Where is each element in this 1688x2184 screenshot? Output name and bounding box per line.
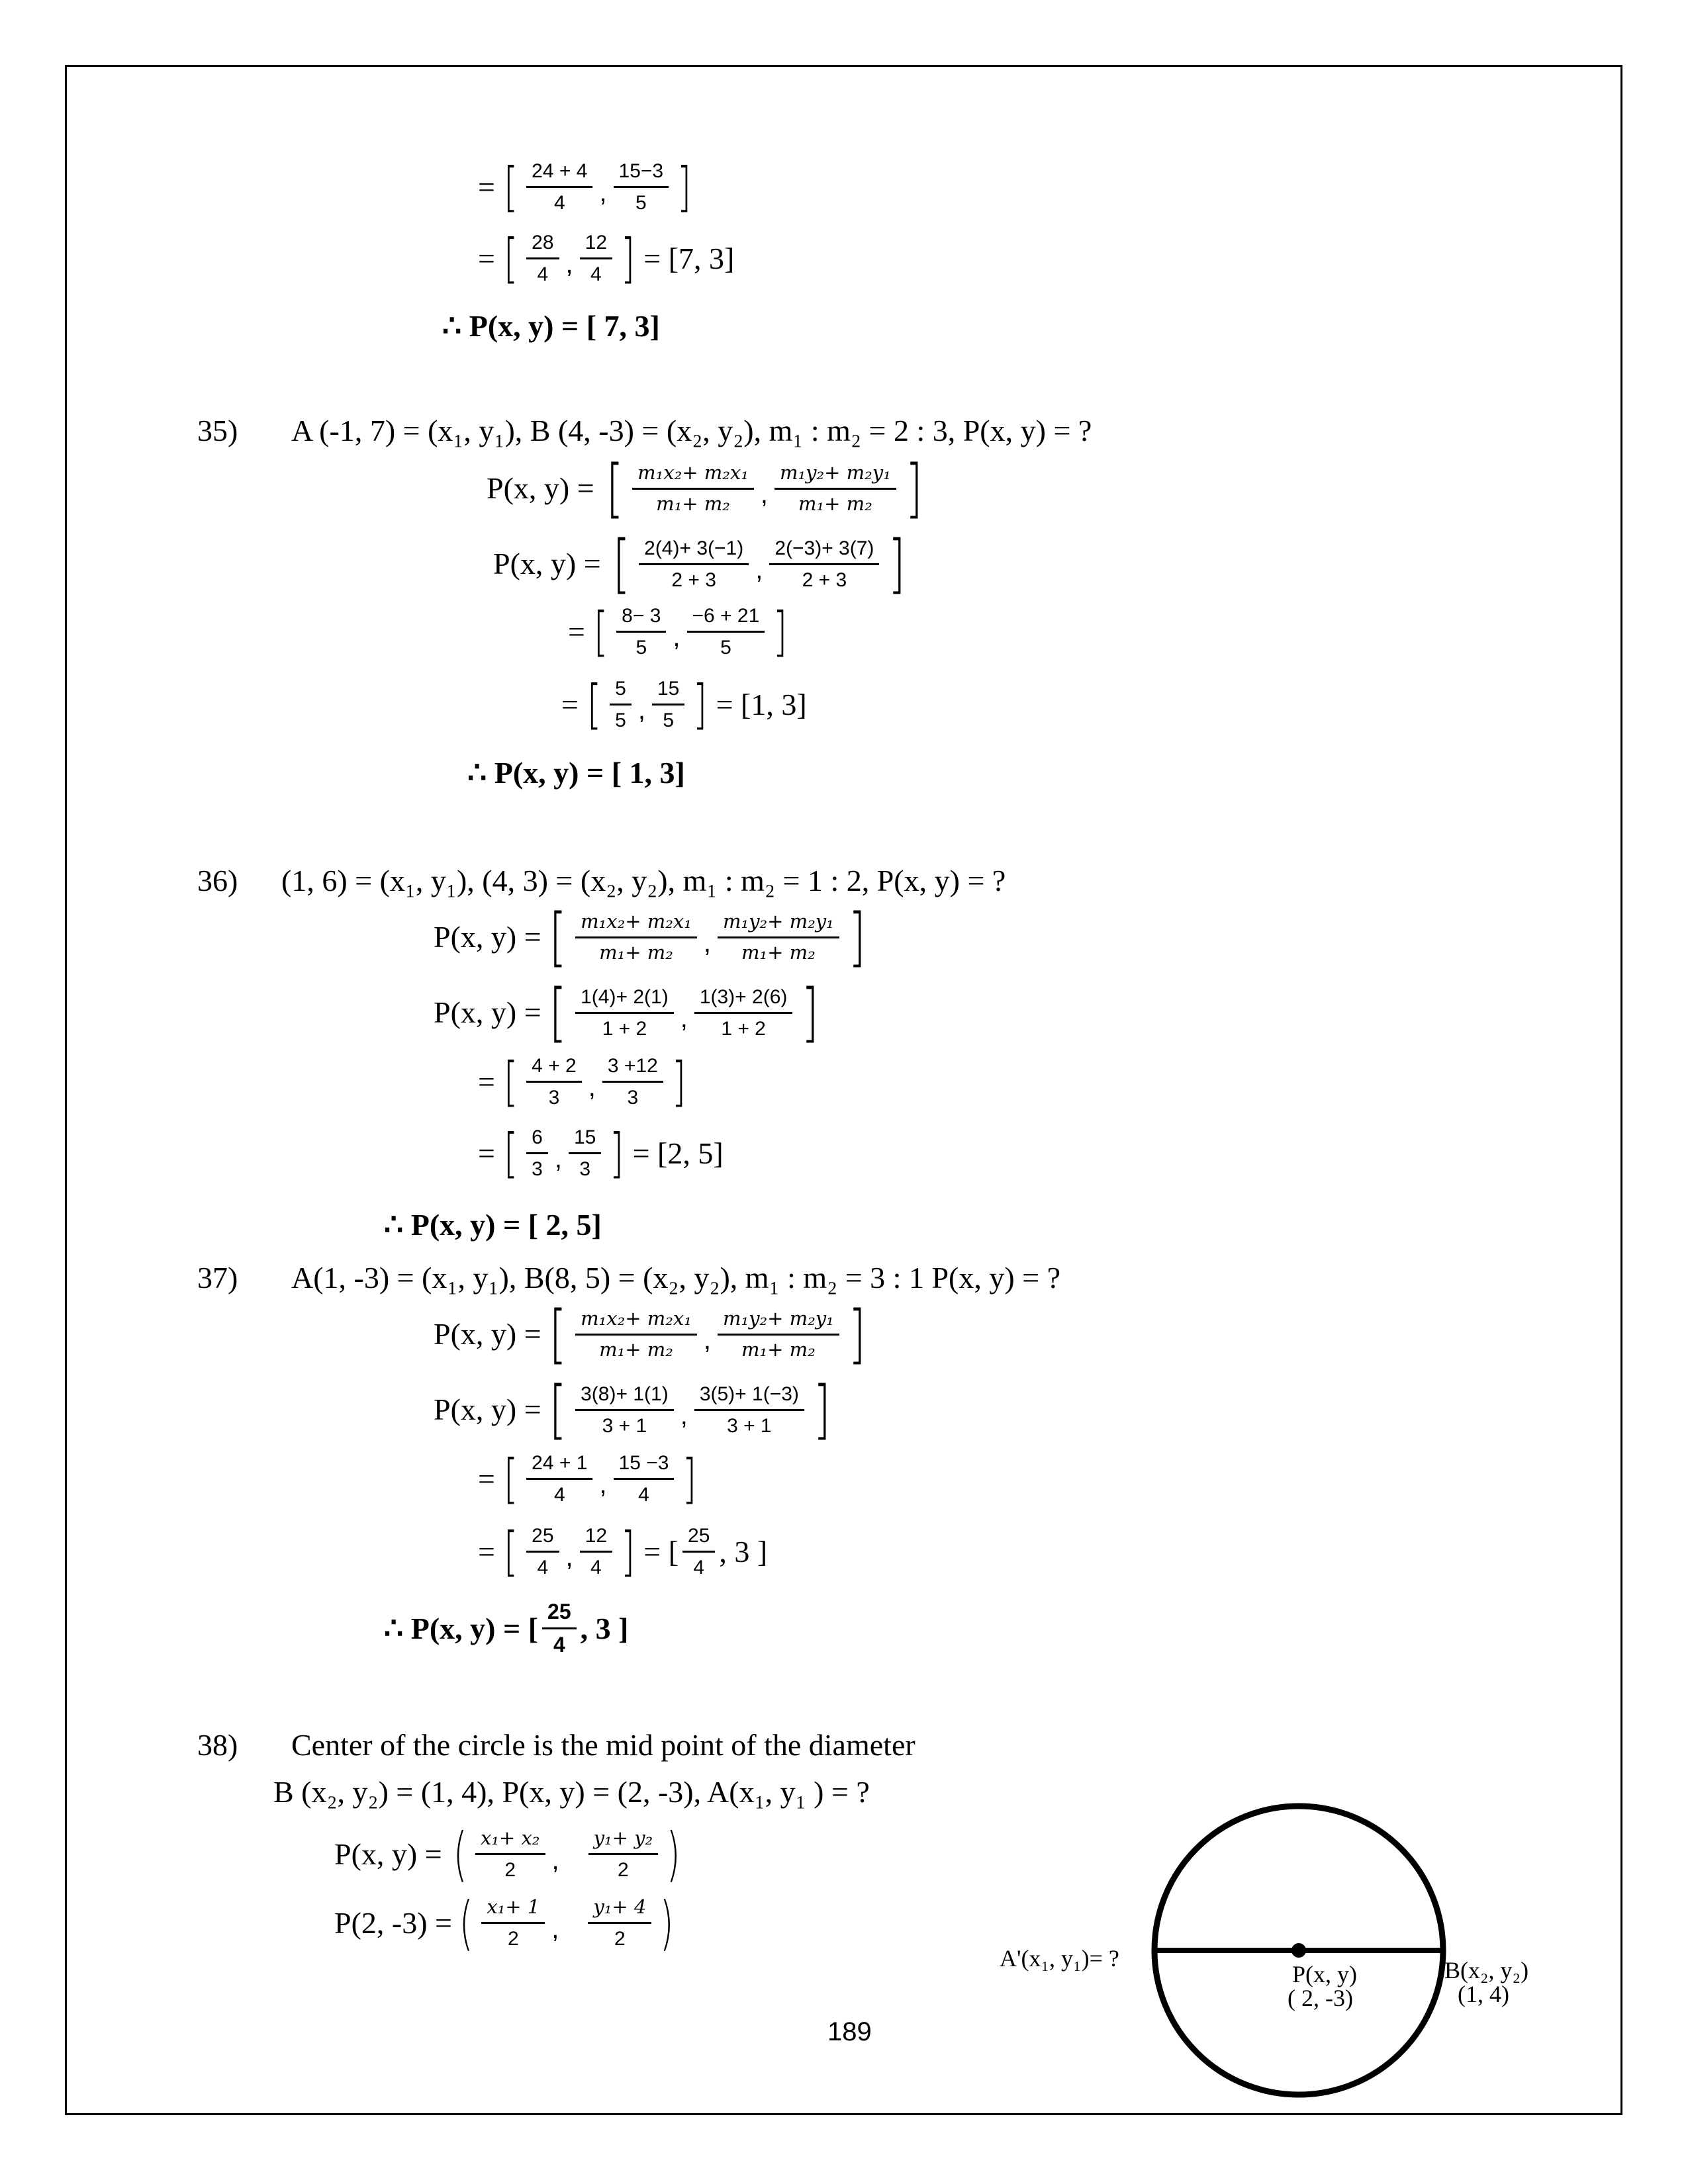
b35-number: 35) <box>197 414 238 447</box>
b36-number: 36) <box>197 864 238 897</box>
b37-formula: P(x, y) = [ $\frac{\text{m₁x₂+ m₂x₁}}{\text{m₁+ m₂}}$ , $\frac{\text{m₁y₂+ m₂y₁}}{\text{m₁+ m₂}}$ ] <box>434 1297 866 1371</box>
label-point-a: A'(x₁, y₁)= ? <box>1000 1945 1119 1972</box>
b35-given: A (-1, 7) = (x₁, y₁), B (4, -3) = (x₂, y₂), m₁ : m₂ = 2 : 3, P(x, y) = ? <box>291 414 1092 447</box>
label-point-b-value: (1, 4) <box>1458 1981 1509 2007</box>
b38-statement: Center of the circle is the mid point of the diameter <box>291 1728 915 1762</box>
label-point-p-value: ( 2, -3) <box>1288 1985 1353 2011</box>
b36-step2: = [ $\frac{6}{3}$ , $\frac{15}{3}$ ] = [2, 5] <box>478 1122 724 1184</box>
b37-answer: ∴ P(x, y) = [ $\frac{25}{4}$ , 3 ] <box>384 1600 629 1657</box>
page-number: 189 <box>827 2017 872 2046</box>
center-point <box>1291 1943 1306 1958</box>
label-point-b: B(x₂, y₂) <box>1444 1957 1529 1983</box>
circle-figure <box>993 1787 1562 2111</box>
b35-step2: = [ $\frac{5}{5}$ , $\frac{15}{5}$ ] = [1, 3] <box>561 673 807 735</box>
b36-step1: = [ $\frac{4 + 2}{3}$ , $\frac{3 +12}{3}$ ] <box>478 1050 686 1113</box>
b37-number: 37) <box>197 1261 238 1295</box>
b34-step2: = [ $\frac{28}{4}$ , $\frac{12}{4}$ ] = [7, 3] <box>478 227 735 289</box>
b37-given: A(1, -3) = (x₁, y₁), B(8, 5) = (x₂, y₂), m₁ : m₂ = 3 : 1 P(x, y) = ? <box>291 1261 1061 1295</box>
b36-answer: ∴ P(x, y) = [ 2, 5] <box>384 1208 602 1242</box>
b35-answer: ∴ P(x, y) = [ 1, 3] <box>467 756 685 790</box>
b38-given: B (x₂, y₂) = (1, 4), P(x, y) = (2, -3), A(x₁, y₁ ) = ? <box>273 1775 870 1809</box>
b38-midpoint-formula: P(x, y) = ( $\frac{\text{x₁+ x₂}}{2}$ , $\frac{\text{y₁+ y₂}}{2}$ ) <box>334 1820 680 1888</box>
b38-substitution: P(2, -3) = ( $\frac{\text{x₁+ 1}}{2}$ , $\frac{\text{y₁+ 4}}{2}$ ) <box>334 1889 674 1957</box>
label-point-p: P(x, y) <box>1292 1961 1357 1987</box>
b36-substitution: P(x, y) = [ $\frac{1(4)+ 2(1)}{1 + 2}$ , $\frac{1(3)+ 2(6)}{1 + 2}$ ] <box>434 976 820 1050</box>
b37-step1: = [ $\frac{24 + 1}{4}$ , $\frac{15 -3}{4}$ ] <box>478 1447 698 1510</box>
b36-given: (1, 6) = (x₁, y₁), (4, 3) = (x₂, y₂), m₁ : m₂ = 1 : 2, P(x, y) = ? <box>281 864 1006 897</box>
b38-number: 38) <box>197 1728 238 1762</box>
b35-substitution: P(x, y) = [ $\frac{2(4)+ 3(-1)}{2 + 3}$ , $\frac{2(-3)+ 3(7)}{2 + 3}$ ] <box>493 527 906 601</box>
b37-step2: = [ $\frac{25}{4}$ , $\frac{12}{4}$ ] = [ $\frac{25}{4}$ , 3 ] <box>478 1520 768 1582</box>
b37-substitution: P(x, y) = [ $\frac{3(8)+ 1(1)}{3 + 1}$ , $\frac{3(5)+ 1(-3)}{3 + 1}$ ] <box>434 1373 831 1447</box>
b36-formula: P(x, y) = [ $\frac{\text{m₁x₂+ m₂x₁}}{\text{m₁+ m₂}}$ , $\frac{\text{m₁y₂+ m₂y₁}}{\text{m₁+ m₂}}$ ] <box>434 900 866 974</box>
b34-step1: = [ $\frac{24 + 4}{4}$ , $\frac{15-3}{5}$ ] <box>478 156 692 218</box>
b35-formula: P(x, y) = [ $\frac{\text{m₁x₂+ m₂x₁}}{\text{m₁+ m₂}}$ , $\frac{\text{m₁y₂+ m₂y₁}}{\text{m₁+ m₂}}$ ] <box>487 451 923 525</box>
b35-step1: = [ $\frac{8- 3}{5}$ , $\frac{-6 + 21}{5}$ ] <box>568 600 788 662</box>
b34-answer: ∴ P(x, y) = [ 7, 3] <box>442 309 660 343</box>
